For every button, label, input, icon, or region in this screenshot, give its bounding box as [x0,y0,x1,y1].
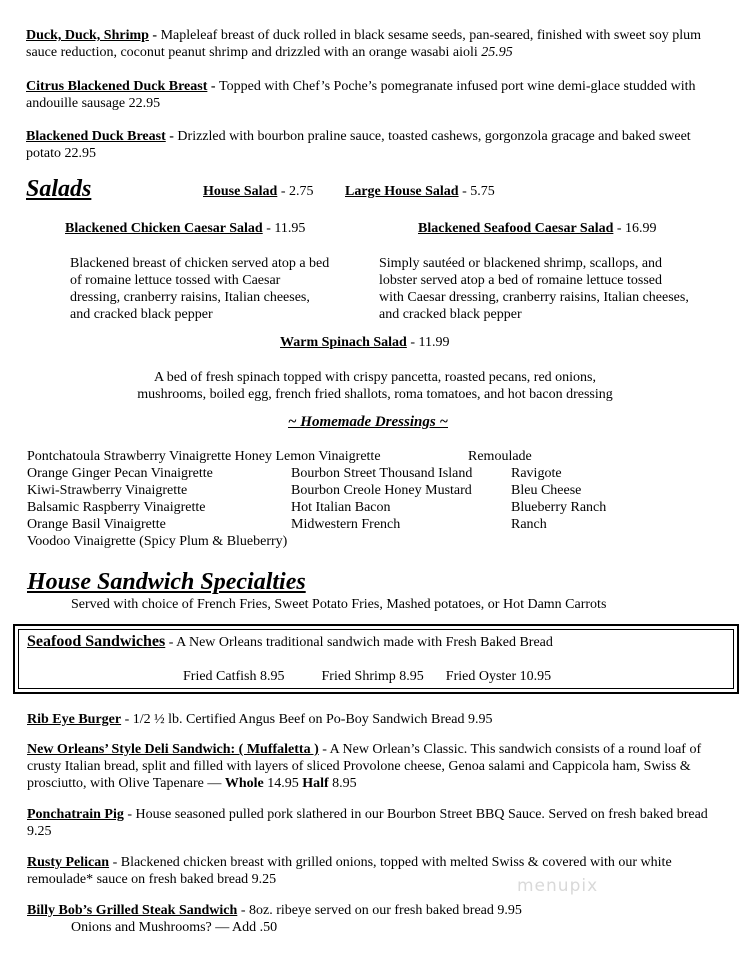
large-house-salad-name: Large House Salad [345,184,459,199]
option-fried-catfish: Fried Catfish 8.95 [183,669,285,684]
dressing-item: Bourbon Creole Honey Mustard [291,483,472,498]
option-fried-oyster: Fried Oyster 10.95 [445,669,552,684]
item-name: Rusty Pelican [27,855,110,870]
dressing-item: Bleu Cheese [511,483,582,498]
seafood-sandwich-options [183,668,551,685]
item-price: 22.95 [64,146,96,161]
item-name: Rib Eye Burger [27,712,122,727]
item-name: New Orleans’ Style Deli Sandwich: ( Muffaletta ) [27,742,319,757]
item-price: 25.95 [481,45,513,60]
item-name: Citrus Blackened Duck Breast [26,79,208,94]
seafood-caesar-price: - 16.99 [613,221,657,236]
item-description: - House seasoned pulled pork slathered in our Bourbon Street BBQ Sauce. Served on fresh baked bread 9.25 [27,807,708,839]
item-description: - A New Orlean’s Classic. This sandwich consists of a round loaf of crusty Italian bread, split and filled with layers of sliced Provolone cheese, Genoa salami and Cappicola ham, Swiss & prosciutto, with Olive Tapenare — [27,742,702,791]
dressing-item: Remoulade [468,449,532,464]
whole-label: Whole [224,776,264,791]
item-description: - Blackened chicken breast with grilled onions, topped with melted Swiss & covered with our white remoulade* sauce on fresh baked bread 9.25 [27,855,672,887]
menu-item-rusty-pelican [27,854,727,888]
dressing-item: Pontchatoula Strawberry Vinaigrette Honey Lemon Vinaigrette [27,449,381,464]
salads-title: Salads [26,176,92,202]
warm-spinach-price: - 11.99 [406,335,450,350]
large-house-salad [345,183,495,200]
separator: - [148,28,161,43]
item-name: Blackened Duck Breast [26,129,166,144]
half-price: 8.95 [328,776,357,791]
dressing-item: Midwestern French [291,517,401,532]
dressing-row [27,448,727,465]
half-label: Half [302,776,329,791]
chicken-caesar-name: Blackened Chicken Caesar Salad [65,221,263,236]
chicken-caesar-price: - 11.95 [262,221,306,236]
menu-item-citrus-duck [26,78,726,112]
dressing-row [27,533,727,550]
menu-item-blackened-duck [26,128,726,162]
large-house-salad-price: - 5.75 [458,184,495,199]
dressing-row [27,499,727,516]
dressing-item: Blueberry Ranch [511,500,607,515]
menu-item-muffaletta [27,741,727,792]
warm-spinach-heading [280,334,449,351]
seafood-sandwiches-box [13,624,739,694]
dressing-item: Orange Basil Vinaigrette [27,517,166,532]
item-price: 22.95 [128,96,161,111]
spinach-desc-line2: mushrooms, boiled egg, french fried shallots, roma tomatoes, and hot bacon dressing [137,387,613,402]
warm-spinach-name: Warm Spinach Salad [280,335,407,350]
dressing-item: Ranch [511,517,547,532]
seafood-caesar-heading [418,220,657,237]
sandwiches-title: House Sandwich Specialties [27,569,306,595]
sandwiches-subtitle: Served with choice of French Fries, Sweet Potato Fries, Mashed potatoes, or Hot Damn Carrots [71,597,607,612]
watermark: menupix [517,876,599,896]
whole-price: 14.95 [263,776,303,791]
dressings-title: ~ Homemade Dressings ~ [287,414,448,430]
item-name: Duck, Duck, Shrimp [26,28,149,43]
dressing-row [27,465,727,482]
seafood-caesar-name: Blackened Seafood Caesar Salad [418,221,614,236]
dressings-list [27,448,727,550]
item-name: Billy Bob’s Grilled Steak Sandwich [27,903,238,918]
item-description: - 8oz. ribeye served on our fresh baked bread 9.95 [237,903,522,918]
seafood-caesar-description: Simply sautéed or blackened shrimp, scallops, and lobster served atop a bed of romaine lettuce tossed with Caesar dressing, cranberry raisins, Italian cheeses, and cracked black pepper [379,256,689,322]
warm-spinach-description [0,369,750,403]
house-salad [203,183,313,200]
menu-item-rib-eye-burger [27,711,727,728]
separator: - [207,79,220,94]
dressing-item: Hot Italian Bacon [291,500,391,515]
chicken-caesar-description: Blackened breast of chicken served atop a bed of romaine lettuce tossed with Caesar dressing, cranberry raisins, Italian cheeses, and cracked black pepper [70,256,330,322]
item-description: Topped with Chef’s Poche’s pomegranate infused port wine demi-glace studded with andouille sausage [26,79,696,111]
steak-sandwich-addon: Onions and Mushrooms? — Add .50 [71,920,278,935]
item-name: Ponchatrain Pig [27,807,124,822]
dressing-row [27,516,727,533]
dressing-item: Orange Ginger Pecan Vinaigrette [27,466,213,481]
dressing-item: Kiwi-Strawberry Vinaigrette [27,483,188,498]
dressing-item: Balsamic Raspberry Vinaigrette [27,500,206,515]
item-description: Mapleleaf breast of duck rolled in black sesame seeds, pan-seared, finished with sweet soy plum sauce reduction, coconut peanut shrimp and drizzled with an orange wasabi aioli [26,28,701,60]
menu-item-ponchatrain-pig [27,806,727,840]
spinach-desc-line1: A bed of fresh spinach topped with crispy pancetta, roasted pecans, red onions, [153,370,597,385]
dressing-item: Voodoo Vinaigrette (Spicy Plum & Blueberry) [27,534,288,549]
house-salad-name: House Salad [203,184,278,199]
dressing-item: Ravigote [511,466,562,481]
item-description: - 1/2 ½ lb. Certified Angus Beef on Po-Boy Sandwich Bread 9.95 [121,712,493,727]
separator: - [165,129,178,144]
chicken-caesar-heading [65,220,305,237]
seafood-sandwiches-heading [27,633,717,651]
house-salad-price: - 2.75 [277,184,314,199]
dressing-item: Bourbon Street Thousand Island [291,466,473,481]
seafood-sandwiches-desc: - A New Orleans traditional sandwich made with Fresh Baked Bread [165,635,553,650]
dressing-row [27,482,727,499]
option-fried-shrimp: Fried Shrimp 8.95 [321,669,424,684]
seafood-sandwiches-name: Seafood Sandwiches [27,633,166,650]
menu-item-duck-duck-shrimp [26,27,726,61]
menu-item-billy-bobs-steak [27,902,727,919]
item-description: Drizzled with bourbon praline sauce, toasted cashews, gorgonzola gracage and baked sweet potato [26,129,691,161]
